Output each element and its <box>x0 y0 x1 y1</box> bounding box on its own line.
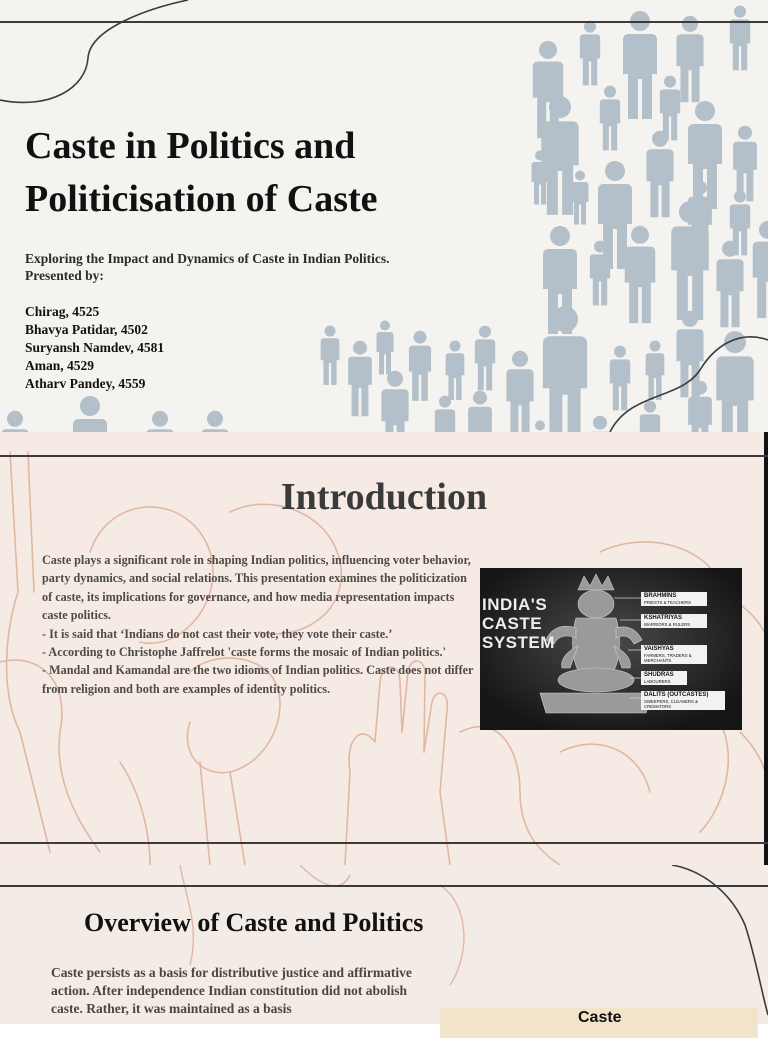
presenter-item: Suryansh Namdev, 4581 <box>25 340 165 355</box>
tier-name: SHUDRAS <box>644 672 674 678</box>
tier-name: DALITS (OUTCASTES) <box>644 692 709 698</box>
caste-system-image <box>480 568 742 730</box>
overview-heading: Overview of Caste and Politics <box>84 908 424 937</box>
caste-image-card <box>440 1008 758 1038</box>
bottom-rule-line <box>0 842 768 844</box>
top-rule-line <box>0 455 768 457</box>
image-title-line: SYSTEM <box>482 633 555 652</box>
top-rule-line <box>0 885 768 887</box>
presenter-item: Aman, 4529 <box>25 358 95 373</box>
tier-name: KSHATRIYAS <box>644 615 683 621</box>
image-title-line: INDIA'S <box>482 595 548 614</box>
tier-name: VAISHYAS <box>644 646 674 652</box>
caste-card-label: Caste <box>578 1009 622 1026</box>
introduction-heading: Introduction <box>280 476 488 518</box>
presenter-list <box>25 303 325 393</box>
presenter-item: Bhavya Patidar, 4502 <box>25 322 148 337</box>
slide-subtitle: Exploring the Impact and Dynamics of Caste in Indian Politics. Presented by: <box>25 251 390 283</box>
slide-title <box>0 0 768 432</box>
slide-title-text: Caste in Politics and Politicisation of Caste <box>25 125 378 220</box>
image-title <box>482 595 555 652</box>
image-title-line: CASTE <box>482 614 543 633</box>
intro-paragraph: - It is said that ‘Indians do not cast their vote, they vote their caste.’ <box>42 626 393 641</box>
tier-desc: SWEEPERS, CLEANERS & CREMATORS <box>644 699 698 709</box>
tier-desc: WARRIORS & RULERS <box>644 622 691 627</box>
tier-name: BRAHMINS <box>644 593 677 599</box>
intro-paragraph: - Mandal and Kamandal are the two idioms of Indian politics. Caste does not differ from religion and both are examples of identity politics. <box>42 663 474 696</box>
caste-tier-label <box>641 671 687 685</box>
caste-tier-label <box>641 691 725 710</box>
tier-desc: FARMERS, TRADERS & MERCHANTS <box>644 653 692 663</box>
introduction-body <box>42 551 474 698</box>
intro-paragraph: - According to Christophe Jaffrelot 'caste forms the mosaic of Indian politics.' <box>42 645 446 660</box>
top-rule-line <box>0 21 768 23</box>
tier-desc: LABOURERS <box>644 679 671 684</box>
caste-tier-label <box>641 614 707 628</box>
overview-body: Caste persists as a basis for distributive justice and affirmative action. After independence Indian constitution did not abolish caste. Rather, it was maintained as a basis <box>51 965 412 1016</box>
tier-desc: PRIESTS & TEACHERS <box>644 600 691 605</box>
caste-tier-label <box>641 645 707 664</box>
intro-paragraph: Caste plays a significant role in shaping Indian politics, influencing voter behavior, party dynamics, and social relations. This presentation examines the politicization of caste, its implications for governance, and how media representation impacts caste politics. <box>42 553 471 623</box>
presenter-item: Chirag, 4525 <box>25 304 100 319</box>
presenter-item: Atharv Pandey, 4559 <box>25 376 146 391</box>
caste-tier-label <box>641 592 707 606</box>
